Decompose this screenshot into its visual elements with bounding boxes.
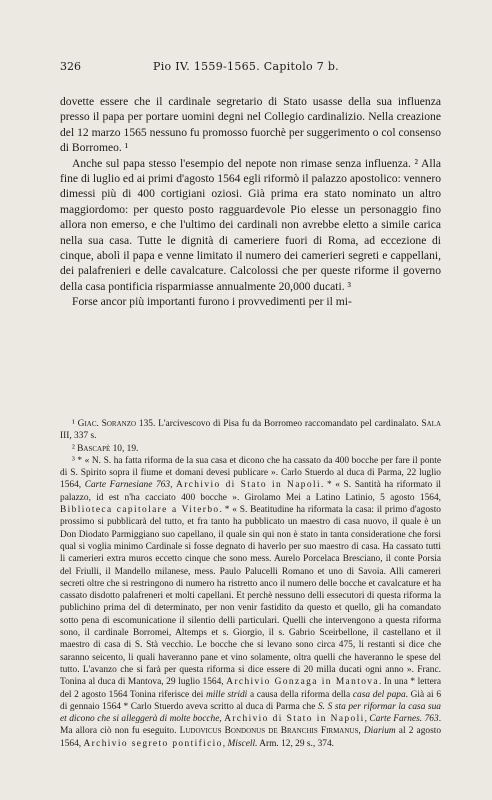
fn3-italic: Diarium: [363, 726, 396, 737]
paragraph-3: Forse ancor più importanti furono i provvedimenti per il mi-: [72, 295, 352, 309]
fn3-text: . * « S. Beatitudine ha riformata la casa: il primo d'agosto prossimo si pubblicarà del tutto, et fra tanto ha pubblicato un maestro di casa nuovo, il quale è un Don Diodato Parmiggiano suo capellano, il quale sin qui non è stato in tanta consideratione che forsi qual si voglia minimo Cardinale si fosse degnato di haverlo per suo maestro di casa. Ha cassato tutti li camerieri extra muros eccetto cinque che sono mess. Aurelo Porcelaca Bresciano, il conte Porsia del Friulli, il Mandello milanese, mess. Paulo Palucelli Romano et uno di Savoia. Alli camereri secreti oltre che si restringono di numero ha ristretto anco il numero delle bocche et cavalcature et ha cassato disdotto palafreneri et molti capellani. Et perchè nessuno delli essecutori di questa riforma la publichino prima del dì determinato, per non venir fastidito da questo et quello, gli ha comandato sotto pena di escomunicatione il silentio delli particulari. Quelli che intervengono a questa riforma sono, il cardinale Borromei, Altemps et s. Giorgio, il s. Gabrio Sceirbellone, il castellano et il maestro di casa di S. Stà vecchio. Le bocche che si levano sono circa 475, li restanti si dice che saranno seicento, li quali haveranno pane et vino solamente, oltra quelli che haveranno le spese del tutto. L'avanzo che si farà per questa riforma si dice essere di 20 milla ducati ogni anno ». Franc. Tonina al duca di Mantova, 29 luglio 1564,: [60, 505, 441, 688]
footnote-3-marker: ³: [72, 455, 75, 466]
footnote-2-marker: ²: [72, 443, 75, 454]
fn3-text: a causa della riforma della: [247, 689, 353, 700]
fn3-text: ,: [364, 714, 370, 725]
fn3-text: . * « S. Santità ha riformato il palazzo, id est n'ha cacciato 400 bocche ». Girolamo Mei a Latino Latinio, 5 agosto 1564,: [60, 480, 442, 503]
page-number: 326: [60, 60, 81, 73]
fn3-italic: casa del papa: [352, 689, 406, 700]
footnote-1: [60, 418, 441, 443]
fn3-italic: mille stridi: [206, 689, 248, 700]
fn3-archive: Archivio di Stato in Napoli: [224, 714, 365, 725]
footnote-2-text-a: 10, 19.: [110, 443, 139, 454]
footnotes: [60, 418, 441, 750]
footnote-1-marker: ¹: [72, 419, 75, 429]
footnote-3: [60, 455, 441, 750]
fn3-archive: Archivio di Stato in Napoli: [176, 480, 321, 491]
footnote-1-author: Giac. Soranzo: [77, 419, 137, 429]
fn3-italic: S. S sta per riformar la casa sua et dicono che si alleggerà di molte bocche: [60, 701, 441, 725]
fn3-archive: Biblioteca capitolare a Viterbo: [60, 505, 220, 516]
fn3-text: al 2 agosto 1564,: [60, 726, 442, 749]
fn3-author: Ludovicus Bondonus de Branchis Firmanus: [179, 726, 359, 737]
fn3-text: . Già ai 6 di gennaio 1564 * Carlo Stuerdo aveva scritto al duca di Parma che: [60, 689, 442, 712]
paragraph-2: Anche sul papa stesso l'esempio del nepote non rimase senza influenza. ² Alla fine di luglio ed ai primi d'agosto 1564 egli riformò il palazzo apostolico: vennero dimessi più di 400 cortigiani oziosi. Già prima era stato nominato un altro maggiordomo: per questo posto ragguardevole Pio elesse un personaggio fino allora non emerso, e che l'ultimo dei cardinali non avrebbe eletto a simile carica nella sua casa. Tutte le dignità di cameriere fuori di Roma, ad eccezione di cinque, abolì il papa e venne limitato il numero dei camerieri segreti e cappellani, dei palafrenieri e delle cavalcature. Calcolossi che per queste riforme il governo della casa pontificia risparmiasse annualmente 20,000 ducati. ³: [60, 156, 441, 293]
fn3-text: ,: [222, 738, 228, 749]
fn3-archive: Archivio Gonzaga in Mantova: [226, 677, 379, 688]
running-title: Pio IV. 1559-1565. Capitolo 7 b.: [153, 60, 339, 73]
fn3-archive: Archivio segreto pontificio: [83, 738, 223, 749]
fn3-italic: Carte Farnes. 763: [369, 714, 439, 725]
fn3-text: * « N. S. ha fatta riforma de la sua casa et dicono che ha cassato da 400 bocche per fare il ponte di S. Spirito sopra il fiume et domani devesi publicare ». Carlo Stuerdo al duca di Parma, 22 luglio 1564,: [60, 455, 441, 491]
fn3-text: ,: [170, 480, 177, 491]
fn3-text: ,: [358, 726, 364, 737]
footnote-2: [60, 443, 441, 455]
footnote-2-author: Bascapè: [77, 443, 111, 454]
paragraph-1: dovette essere che il cardinale segretario di Stato usasse della sua influenza presso il papa per portare uomini degni nel Collegio cardinalizio. Nella creazione del 12 marzo 1565 nessuno fu promosso fuorchè per suggerimento o col consenso di Borromeo. ¹: [60, 95, 441, 155]
footnote-1-text-b: III, 337 s.: [60, 431, 97, 442]
fn3-italic: Carte Farnesiane 763: [84, 480, 171, 491]
fn3-text: . Ma allora ciò non fu eseguito.: [60, 714, 442, 737]
main-text: [60, 94, 441, 310]
footnote-1-sala: Sala: [421, 419, 442, 429]
fn3-text: ,: [219, 714, 225, 725]
footnote-1-text-a: 135. L'arcivescovo di Pisa fu da Borromeo raccomandato pel cardinalato.: [136, 419, 422, 429]
fn3-text: Arm. 12, 29 s., 374.: [257, 738, 334, 749]
fn3-italic: Miscell.: [227, 738, 258, 749]
fn3-text: . In una * lettera del 2 agosto 1564 Tonina riferisce dei: [60, 677, 442, 700]
